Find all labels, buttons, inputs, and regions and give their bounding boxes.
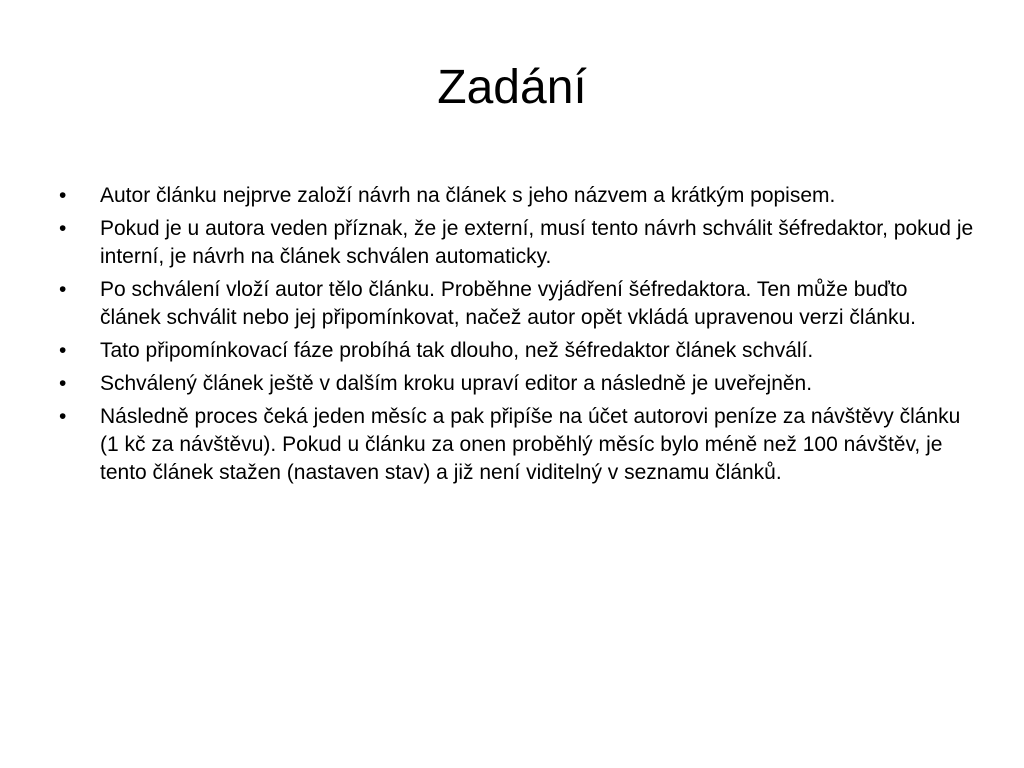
bullet-item [59, 403, 974, 487]
bullet-marker: • [59, 372, 67, 395]
bullet-list [59, 182, 974, 492]
bullet-text: Pokud je u autora veden příznak, že je externí, musí tento návrh schválit šéfredaktor, pokud je interní, je návrh na článek schválen automaticky. [100, 217, 974, 268]
slide-title: Zadání [437, 61, 587, 114]
bullet-item [59, 215, 974, 271]
bullet-marker: • [59, 184, 67, 207]
bullet-item [59, 370, 974, 398]
bullet-text: Schválený článek ještě v dalším kroku upraví editor a následně je uveřejněn. [100, 372, 813, 395]
bullet-text: Tato připomínkovací fáze probíhá tak dlouho, než šéfredaktor článek schválí. [100, 339, 814, 362]
bullet-item [59, 182, 974, 210]
bullet-marker: • [59, 339, 67, 362]
bullet-marker: • [59, 278, 67, 301]
bullet-text: Autor článku nejprve založí návrh na článek s jeho názvem a krátkým popisem. [100, 184, 836, 207]
bullet-item [59, 276, 974, 332]
bullet-marker: • [59, 405, 67, 428]
bullet-text: Po schválení vloží autor tělo článku. Proběhne vyjádření šéfredaktora. Ten může buďto článek schválit nebo jej připomínkovat, načež autor opět vkládá upravenou verzi článku. [100, 278, 916, 329]
bullet-item [59, 337, 974, 365]
bullet-text: Následně proces čeká jeden měsíc a pak připíše na účet autorovi peníze za návštěvy článku (1 kč za návštěvu). Pokud u článku za onen proběhlý měsíc bylo méně než 100 návštěv, je tento článek stažen (nastaven stav) a již není viditelný v seznamu článků. [100, 405, 961, 484]
bullet-marker: • [59, 217, 67, 240]
